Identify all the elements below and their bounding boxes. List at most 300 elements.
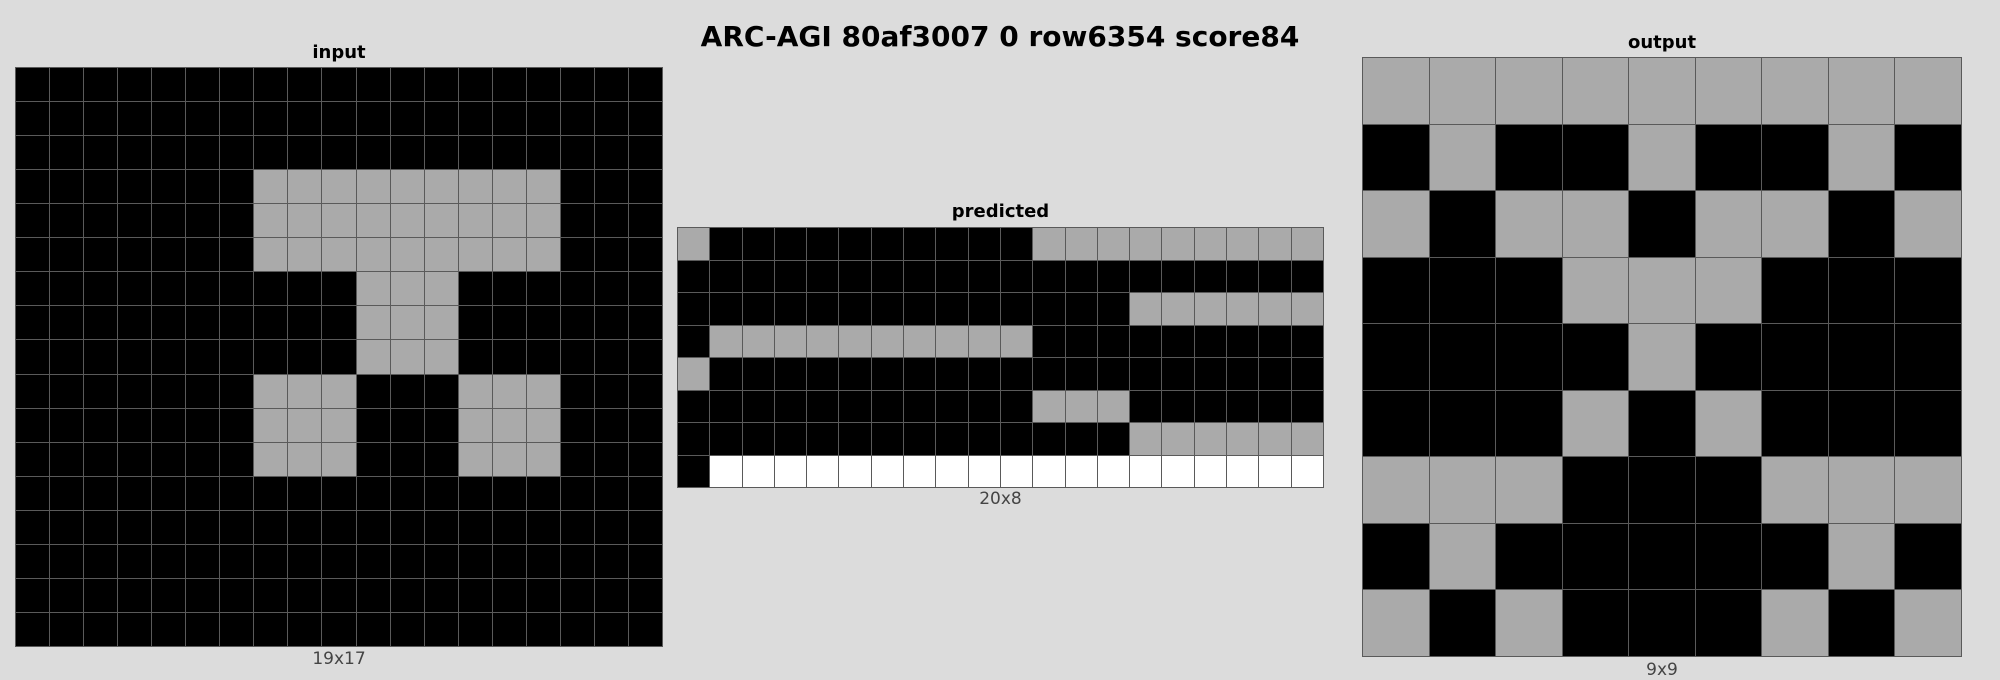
output-grid-cell <box>1629 324 1695 390</box>
input-label: input <box>312 42 366 63</box>
input-grid-cell <box>118 204 151 237</box>
predicted-grid-cell <box>904 423 935 455</box>
predicted-grid-cell <box>969 423 1000 455</box>
input-grid-cell <box>50 340 83 373</box>
input-grid-cell <box>254 409 287 442</box>
input-grid-cell <box>50 136 83 169</box>
output-grid-cell <box>1696 457 1762 523</box>
output-grid-cell <box>1762 590 1828 656</box>
output-grid-cell <box>1895 58 1961 124</box>
input-grid-cell <box>50 477 83 510</box>
predicted-grid-cell <box>969 228 1000 260</box>
input-grid-cell <box>152 375 185 408</box>
input-grid-cell <box>186 579 219 612</box>
input-grid-cell <box>16 443 49 476</box>
input-grid-cell <box>220 409 253 442</box>
input-grid-cell <box>288 443 321 476</box>
input-grid-cell <box>493 443 526 476</box>
input-grid-cell <box>254 443 287 476</box>
output-grid-cell <box>1629 590 1695 656</box>
output-grid-cell <box>1696 125 1762 191</box>
input-grid-cell <box>459 272 492 305</box>
output-grid-cell <box>1363 590 1429 656</box>
input-grid-cell <box>527 68 560 101</box>
input-grid-cell <box>425 136 458 169</box>
input-grid-cell <box>220 272 253 305</box>
input-grid-cell <box>561 136 594 169</box>
input-grid-cell <box>50 102 83 135</box>
input-grid-cell <box>391 545 424 578</box>
input-grid-cell <box>16 170 49 203</box>
output-grid-cell <box>1430 457 1496 523</box>
input-grid-cell <box>595 545 628 578</box>
input-grid-cell <box>595 375 628 408</box>
predicted-grid-cell <box>678 326 709 358</box>
input-grid-cell <box>152 443 185 476</box>
input-grid-cell <box>50 170 83 203</box>
output-panel <box>1362 32 1962 680</box>
predicted-grid-cell <box>678 293 709 325</box>
input-grid-cell <box>118 272 151 305</box>
input-grid-cell <box>186 68 219 101</box>
predicted-grid-cell <box>1066 391 1097 423</box>
input-grid-cell <box>288 204 321 237</box>
predicted-grid-cell <box>1098 423 1129 455</box>
predicted-grid-cell <box>743 293 774 325</box>
input-grid-cell <box>254 170 287 203</box>
predicted-grid-cell <box>743 261 774 293</box>
predicted-grid-cell <box>1162 326 1193 358</box>
input-grid-cell <box>425 306 458 339</box>
output-grid-cell <box>1363 58 1429 124</box>
input-grid-cell <box>254 68 287 101</box>
predicted-grid-cell <box>1098 228 1129 260</box>
input-grid-cell <box>493 238 526 271</box>
input-grid-cell <box>84 68 117 101</box>
input-grid-cell <box>322 238 355 271</box>
output-grid-cell <box>1563 58 1629 124</box>
output-grid-cell <box>1696 258 1762 324</box>
predicted-grid-cell <box>969 293 1000 325</box>
input-grid-cell <box>322 102 355 135</box>
predicted-grid-cell <box>743 456 774 488</box>
input-grid-cell <box>254 579 287 612</box>
output-grid-cell <box>1629 524 1695 590</box>
predicted-grid-cell <box>743 326 774 358</box>
input-grid-cell <box>220 477 253 510</box>
input-grid-cell <box>152 477 185 510</box>
predicted-grid-cell <box>1227 391 1258 423</box>
input-grid-cell <box>254 613 287 646</box>
input-grid-cell <box>288 375 321 408</box>
input-grid-cell <box>425 511 458 544</box>
predicted-grid-cell <box>807 391 838 423</box>
input-grid-cell <box>322 545 355 578</box>
input-grid-cell <box>220 613 253 646</box>
predicted-grid-cell <box>1292 456 1323 488</box>
predicted-grid-cell <box>839 456 870 488</box>
predicted-grid-cell <box>1033 261 1064 293</box>
predicted-grid-cell <box>710 456 741 488</box>
input-grid-cell <box>527 136 560 169</box>
output-grid-cell <box>1829 524 1895 590</box>
predicted-grid-cell <box>710 293 741 325</box>
output-grid-cell <box>1563 590 1629 656</box>
input-grid-cell <box>595 306 628 339</box>
output-grid-cell <box>1629 58 1695 124</box>
input-grid-cell <box>357 238 390 271</box>
input-grid-cell <box>16 340 49 373</box>
input-grid-cell <box>84 136 117 169</box>
predicted-grid-cell <box>1195 228 1226 260</box>
input-grid-cell <box>357 409 390 442</box>
predicted-grid-cell <box>872 261 903 293</box>
predicted-grid-cell <box>969 261 1000 293</box>
input-grid-cell <box>527 511 560 544</box>
predicted-grid-cell <box>775 423 806 455</box>
input-grid-cell <box>186 375 219 408</box>
output-grid-cell <box>1696 191 1762 257</box>
predicted-grid-cell <box>1001 456 1032 488</box>
input-grid-cell <box>391 477 424 510</box>
predicted-grid-cell <box>1259 261 1290 293</box>
input-grid-cell <box>391 511 424 544</box>
output-grid-cell <box>1895 524 1961 590</box>
predicted-grid-cell <box>904 261 935 293</box>
predicted-grid-cell <box>969 358 1000 390</box>
input-grid-cell <box>84 238 117 271</box>
predicted-grid-cell <box>872 293 903 325</box>
predicted-label: predicted <box>951 201 1050 222</box>
predicted-grid-cell <box>1292 228 1323 260</box>
input-grid-cell <box>84 409 117 442</box>
input-grid-cell <box>357 613 390 646</box>
input-grid-cell <box>595 272 628 305</box>
output-grid-cell <box>1496 391 1562 457</box>
input-grid-cell <box>220 306 253 339</box>
predicted-grid-cell <box>936 261 967 293</box>
predicted-grid-cell <box>1162 358 1193 390</box>
predicted-grid-cell <box>1033 358 1064 390</box>
output-grid-cell <box>1496 524 1562 590</box>
input-grid-cell <box>493 306 526 339</box>
output-grid-cell <box>1430 324 1496 390</box>
input-grid-cell <box>527 306 560 339</box>
input-grid-cell <box>16 579 49 612</box>
input-grid-cell <box>186 409 219 442</box>
input-grid-cell <box>425 477 458 510</box>
input-grid-cell <box>288 477 321 510</box>
input-grid-cell <box>459 409 492 442</box>
predicted-grid-cell <box>807 423 838 455</box>
input-grid-cell <box>16 204 49 237</box>
input-grid-cell <box>357 170 390 203</box>
input-grid-cell <box>357 102 390 135</box>
predicted-grid-cell <box>1195 293 1226 325</box>
output-grid-cell <box>1496 457 1562 523</box>
predicted-grid-cell <box>710 261 741 293</box>
predicted-grid-cell <box>1292 261 1323 293</box>
predicted-grid-cell <box>1292 326 1323 358</box>
input-grid-cell <box>561 272 594 305</box>
predicted-grid-cell <box>1066 358 1097 390</box>
input-grid-cell <box>425 204 458 237</box>
input-grid-cell <box>561 306 594 339</box>
output-grid-cell <box>1430 590 1496 656</box>
input-grid-cell <box>50 443 83 476</box>
input-grid-cell <box>561 511 594 544</box>
predicted-grid-cell <box>1130 423 1161 455</box>
input-grid-cell <box>322 340 355 373</box>
input-grid-cell <box>118 340 151 373</box>
input-grid-cell <box>561 68 594 101</box>
predicted-grid-cell <box>807 228 838 260</box>
input-grid-cell <box>595 409 628 442</box>
input-grid-cell <box>493 409 526 442</box>
input-grid-cell <box>629 375 662 408</box>
input-grid-cell <box>254 375 287 408</box>
predicted-grid-cell <box>839 228 870 260</box>
predicted-grid-cell <box>1001 358 1032 390</box>
predicted-grid-cell <box>839 423 870 455</box>
input-grid-cell <box>16 68 49 101</box>
predicted-grid-cell <box>775 358 806 390</box>
output-grid-cell <box>1895 391 1961 457</box>
input-grid-cell <box>288 136 321 169</box>
input-grid-cell <box>254 340 287 373</box>
predicted-grid-cell <box>904 228 935 260</box>
output-grid-cell <box>1829 457 1895 523</box>
output-grid-cell <box>1829 191 1895 257</box>
input-grid-cell <box>595 136 628 169</box>
input-grid-cell <box>493 579 526 612</box>
predicted-grid-cell <box>1227 293 1258 325</box>
predicted-grid-cell <box>1033 228 1064 260</box>
input-grid-cell <box>561 170 594 203</box>
predicted-grid-cell <box>1195 423 1226 455</box>
input-grid-cell <box>391 272 424 305</box>
predicted-grid-cell <box>969 456 1000 488</box>
predicted-grid-cell <box>1292 358 1323 390</box>
input-grid-cell <box>186 545 219 578</box>
input-grid-cell <box>527 272 560 305</box>
input-grid-cell <box>84 443 117 476</box>
predicted-grid-cell <box>1033 293 1064 325</box>
predicted-grid-cell <box>1162 456 1193 488</box>
predicted-grid-cell <box>710 423 741 455</box>
predicted-grid-cell <box>1130 228 1161 260</box>
input-grid-cell <box>425 68 458 101</box>
input-grid-cell <box>152 511 185 544</box>
input-grid-cell <box>152 238 185 271</box>
input-grid-cell <box>493 102 526 135</box>
output-grid-cell <box>1496 590 1562 656</box>
input-grid-cell <box>220 579 253 612</box>
predicted-grid-cell <box>1033 423 1064 455</box>
predicted-grid-cell <box>872 358 903 390</box>
input-grid-cell <box>561 238 594 271</box>
input-grid-cell <box>152 340 185 373</box>
output-grid-cell <box>1496 258 1562 324</box>
input-grid-cell <box>493 340 526 373</box>
output-grid-cell <box>1762 457 1828 523</box>
input-grid-cell <box>186 136 219 169</box>
predicted-grid-cell <box>904 326 935 358</box>
output-grid-cell <box>1762 58 1828 124</box>
predicted-grid-cell <box>1259 423 1290 455</box>
predicted-grid-cell <box>678 358 709 390</box>
input-grid-cell <box>391 375 424 408</box>
input-grid-cell <box>118 511 151 544</box>
input-grid-cell <box>357 306 390 339</box>
output-grid-cell <box>1430 58 1496 124</box>
input-grid-cell <box>50 238 83 271</box>
predicted-grid-cell <box>710 358 741 390</box>
input-grid-cell <box>527 409 560 442</box>
output-grid-cell <box>1829 324 1895 390</box>
predicted-grid-cell <box>904 358 935 390</box>
output-grid-cell <box>1563 324 1629 390</box>
predicted-grid-cell <box>1162 261 1193 293</box>
predicted-grid-cell <box>1001 423 1032 455</box>
input-grid-cell <box>357 136 390 169</box>
input-grid-cell <box>357 272 390 305</box>
input-grid-cell <box>561 545 594 578</box>
input-grid-cell <box>595 204 628 237</box>
input-grid-cell <box>322 136 355 169</box>
input-grid-cell <box>527 170 560 203</box>
input-grid-cell <box>561 443 594 476</box>
input-grid-cell <box>118 477 151 510</box>
input-grid-cell <box>84 545 117 578</box>
predicted-grid <box>677 227 1324 488</box>
input-grid-cell <box>391 170 424 203</box>
predicted-grid-cell <box>1066 228 1097 260</box>
predicted-grid-cell <box>1033 391 1064 423</box>
input-grid-cell <box>629 511 662 544</box>
output-grid-cell <box>1563 391 1629 457</box>
predicted-grid-cell <box>904 293 935 325</box>
output-grid-cell <box>1563 191 1629 257</box>
predicted-grid-cell <box>936 358 967 390</box>
predicted-grid-cell <box>1162 391 1193 423</box>
input-grid-cell <box>84 340 117 373</box>
predicted-grid-cell <box>1292 293 1323 325</box>
input-grid-cell <box>186 272 219 305</box>
input-grid-cell <box>322 477 355 510</box>
input-grid-cell <box>527 375 560 408</box>
input-grid-cell <box>561 102 594 135</box>
input-grid-cell <box>595 511 628 544</box>
output-grid-cell <box>1696 391 1762 457</box>
input-grid-cell <box>50 579 83 612</box>
input-grid-cell <box>254 272 287 305</box>
input-grid-cell <box>288 409 321 442</box>
input-grid-cell <box>425 409 458 442</box>
output-grid-cell <box>1829 58 1895 124</box>
predicted-grid-cell <box>775 391 806 423</box>
predicted-grid-cell <box>936 228 967 260</box>
output-grid-cell <box>1895 457 1961 523</box>
input-grid-cell <box>391 102 424 135</box>
predicted-grid-cell <box>1001 293 1032 325</box>
output-grid-cell <box>1629 258 1695 324</box>
predicted-grid-cell <box>807 358 838 390</box>
input-grid-cell <box>220 136 253 169</box>
input-grid-cell <box>50 306 83 339</box>
output-grid-cell <box>1829 590 1895 656</box>
input-grid-cell <box>220 204 253 237</box>
input-grid-cell <box>357 579 390 612</box>
output-grid-cell <box>1762 258 1828 324</box>
input-grid-cell <box>186 102 219 135</box>
input-grid-cell <box>220 68 253 101</box>
input-grid-cell <box>16 306 49 339</box>
input-grid-cell <box>527 613 560 646</box>
predicted-grid-cell <box>1001 391 1032 423</box>
input-grid-cell <box>220 443 253 476</box>
output-grid-cell <box>1762 125 1828 191</box>
predicted-grid-cell <box>1033 326 1064 358</box>
input-grid-cell <box>459 613 492 646</box>
input-grid-cell <box>459 340 492 373</box>
predicted-grid-cell <box>678 261 709 293</box>
predicted-grid-cell <box>1130 261 1161 293</box>
input-grid-cell <box>629 238 662 271</box>
input-grid-cell <box>84 272 117 305</box>
output-grid-cell <box>1563 524 1629 590</box>
input-grid-cell <box>561 477 594 510</box>
output-grid-cell <box>1496 125 1562 191</box>
output-grid-cell <box>1762 391 1828 457</box>
output-grid-cell <box>1629 457 1695 523</box>
predicted-grid-cell <box>1098 456 1129 488</box>
predicted-grid-cell <box>1066 326 1097 358</box>
predicted-grid-cell <box>839 293 870 325</box>
predicted-grid-cell <box>872 391 903 423</box>
input-grid-cell <box>152 613 185 646</box>
input-grid-cell <box>595 340 628 373</box>
input-grid-cell <box>561 375 594 408</box>
predicted-grid-cell <box>775 456 806 488</box>
output-grid-cell <box>1762 324 1828 390</box>
input-grid-cell <box>288 170 321 203</box>
input-grid-cell <box>561 613 594 646</box>
input-grid-cell <box>425 443 458 476</box>
predicted-grid-cell <box>872 326 903 358</box>
input-grid-cell <box>425 170 458 203</box>
input-grid-cell <box>322 272 355 305</box>
predicted-grid-cell <box>1259 358 1290 390</box>
input-grid-cell <box>561 340 594 373</box>
input-grid-cell <box>629 170 662 203</box>
input-grid-cell <box>220 238 253 271</box>
input-grid-cell <box>16 613 49 646</box>
input-grid-cell <box>16 272 49 305</box>
input-grid-cell <box>629 579 662 612</box>
input-grid-cell <box>50 511 83 544</box>
input-grid-cell <box>84 204 117 237</box>
predicted-grid-cell <box>678 391 709 423</box>
output-grid-cell <box>1496 58 1562 124</box>
predicted-grid-cell <box>1259 293 1290 325</box>
predicted-grid-cell <box>1162 228 1193 260</box>
input-grid-cell <box>118 579 151 612</box>
output-grid-cell <box>1696 324 1762 390</box>
input-grid-cell <box>527 102 560 135</box>
input-grid-cell <box>288 511 321 544</box>
predicted-grid-cell <box>1001 326 1032 358</box>
